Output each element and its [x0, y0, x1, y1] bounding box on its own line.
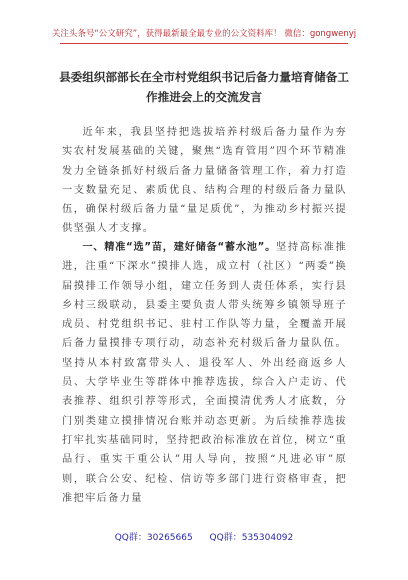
paragraph-intro	[62, 123, 347, 239]
header-divider	[60, 43, 348, 44]
section-one-text: 坚持高标准推进，注重“下深水”摸排人选，成立村（社区）“两委”换届摸排工作领导小组，建立任务到人责任体系，实行县乡村三级联动，县委主要负责人带头统筹乡镇领导班子成员、村党组织书记、驻村工作队等力量，全覆盖开展后备力量摸排专项行动，动态补充村级后备力量队伍。坚持从本村致富带头人、退役军人、外出经商返乡人员、大学毕业生等群体中推荐选拔，综合入户走访、代表推荐、组织引荐等形式，全面摸清优秀人才底数，分门别类建立摸排情况台账并动态更新。为后续推荐选拔打牢扎实基础同时，坚持把政治标准放在首位，树立“重品行、重实干重公认”用人导向，按照“凡进必审”原则，联合公安、纪检、信访等多部门进行资格审查，把准把牢后备力量	[62, 242, 347, 504]
document-title	[56, 68, 352, 107]
title-line-2: 作推进会上的交流发言	[146, 89, 262, 104]
paragraph-intro-text: 近年来，我县坚持把选拔培养村级后备力量作为夯实农村发展基础的关键，聚焦“选育管用”四个环节精准发力全链条抓好村级后备力量储备管理工作，着力打造一支数量充足、素质优良、结构合理的村级后备力量队伍，确保村级后备力量“量足质优”，为推动乡村振兴提供坚强人才支撑。	[62, 127, 347, 235]
title-line-1: 县委组织部部长在全市村党组织书记后备力量培育储备工	[59, 70, 349, 84]
footer-qq-groups: QQ群：30265665 QQ群：535304092	[114, 533, 294, 543]
section-one-heading: 一、精准“选”苗，建好储备“蓄水池”。	[82, 242, 277, 253]
header-promo-note: 关注头条号“公文研究”，获得最新最全最专业的公文资料库！ 微信：gongwenyj	[51, 29, 357, 39]
paragraph-section-one	[62, 238, 347, 508]
